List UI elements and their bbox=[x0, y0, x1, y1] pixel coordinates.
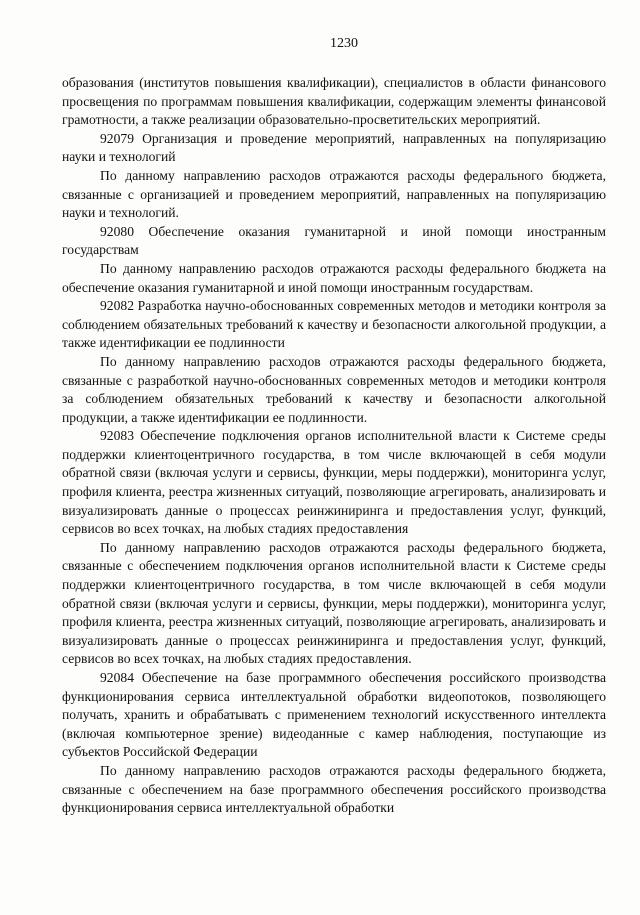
heading-92083: 92083 Обеспечение подключения органов исполнительной власти к Системе среды поддержки клиентоцентричного государства, в том числе включающей в себя модули обратной связи (включая услуги и сервисы, функции, меры поддержки), мониторинга услуг, профиля клиента, реестра жизненных ситуаций, позволяющие агрегировать, анализировать и визуализировать данные о процессах реинжиниринга и предоставления услуг, функций, сервисов во всех точках, на любых стадиях предоставления bbox=[62, 428, 606, 537]
paragraph-92082-description: По данному направлению расходов отражаются расходы федерального бюджета, связанные с разработкой научно-обоснованных современных методов и методики контроля за соблюдением обязательных требований к качеству и безопасности алкогольной продукции, а также идентификации ее подлинности. bbox=[62, 353, 606, 425]
heading-92079: 92079 Организация и проведение мероприятий, направленных на популяризацию науки и технологий bbox=[62, 130, 606, 165]
paragraph-92079-description: По данному направлению расходов отражаются расходы федерального бюджета, связанные с организацией и проведением мероприятий, направленных на популяризацию науки и технологий. bbox=[62, 167, 606, 221]
document-body bbox=[62, 74, 606, 818]
paragraph-92084-description: По данному направлению расходов отражаются расходы федерального бюджета, связанные с обеспечением на базе программного обеспечения российского производства функционирования сервиса интеллектуальной обработки bbox=[62, 762, 606, 816]
paragraph-92080-description: По данному направлению расходов отражаются расходы федерального бюджета на обеспечение оказания гуманитарной и иной помощи иностранным государствам. bbox=[62, 260, 606, 295]
page-number: 1230 bbox=[330, 36, 358, 51]
paragraph-continued: образования (институтов повышения квалификации), специалистов в области финансового просвещения по программам повышения квалификации, содержащим элементы финансовой грамотности, а также реализации образовательно-просветительских мероприятий. bbox=[62, 75, 606, 128]
heading-92084: 92084 Обеспечение на базе программного обеспечения российского производства функционирования сервиса интеллектуальной обработки видеопотоков, позволяющего получать, хранить и обрабатывать с применением технологий искусственного интеллекта (включая компьютерное зрение) видеоданные с камер наблюдения, поступающие из субъектов Российской Федерации bbox=[62, 670, 606, 760]
heading-92080: 92080 Обеспечение оказания гуманитарной и иной помощи иностранным государствам bbox=[62, 223, 606, 258]
paragraph-92083-description: По данному направлению расходов отражаются расходы федерального бюджета, связанные с обеспечением подключения органов исполнительной власти к Системе среды поддержки клиентоцентричного государства, в том числе включающей в себя модули обратной связи (включая услуги и сервисы, функции, меры поддержки), мониторинга услуг, профиля клиента, реестра жизненных ситуаций, позволяющие агрегировать, анализировать и визуализировать данные о процессах реинжиниринга и предоставления услуг, функций, сервисов во всех точках, на любых стадиях предоставления. bbox=[62, 539, 606, 667]
heading-92082: 92082 Разработка научно-обоснованных современных методов и методики контроля за соблюдением обязательных требований к качеству и безопасности алкогольной продукции, а также идентификации ее подлинности bbox=[62, 298, 606, 351]
